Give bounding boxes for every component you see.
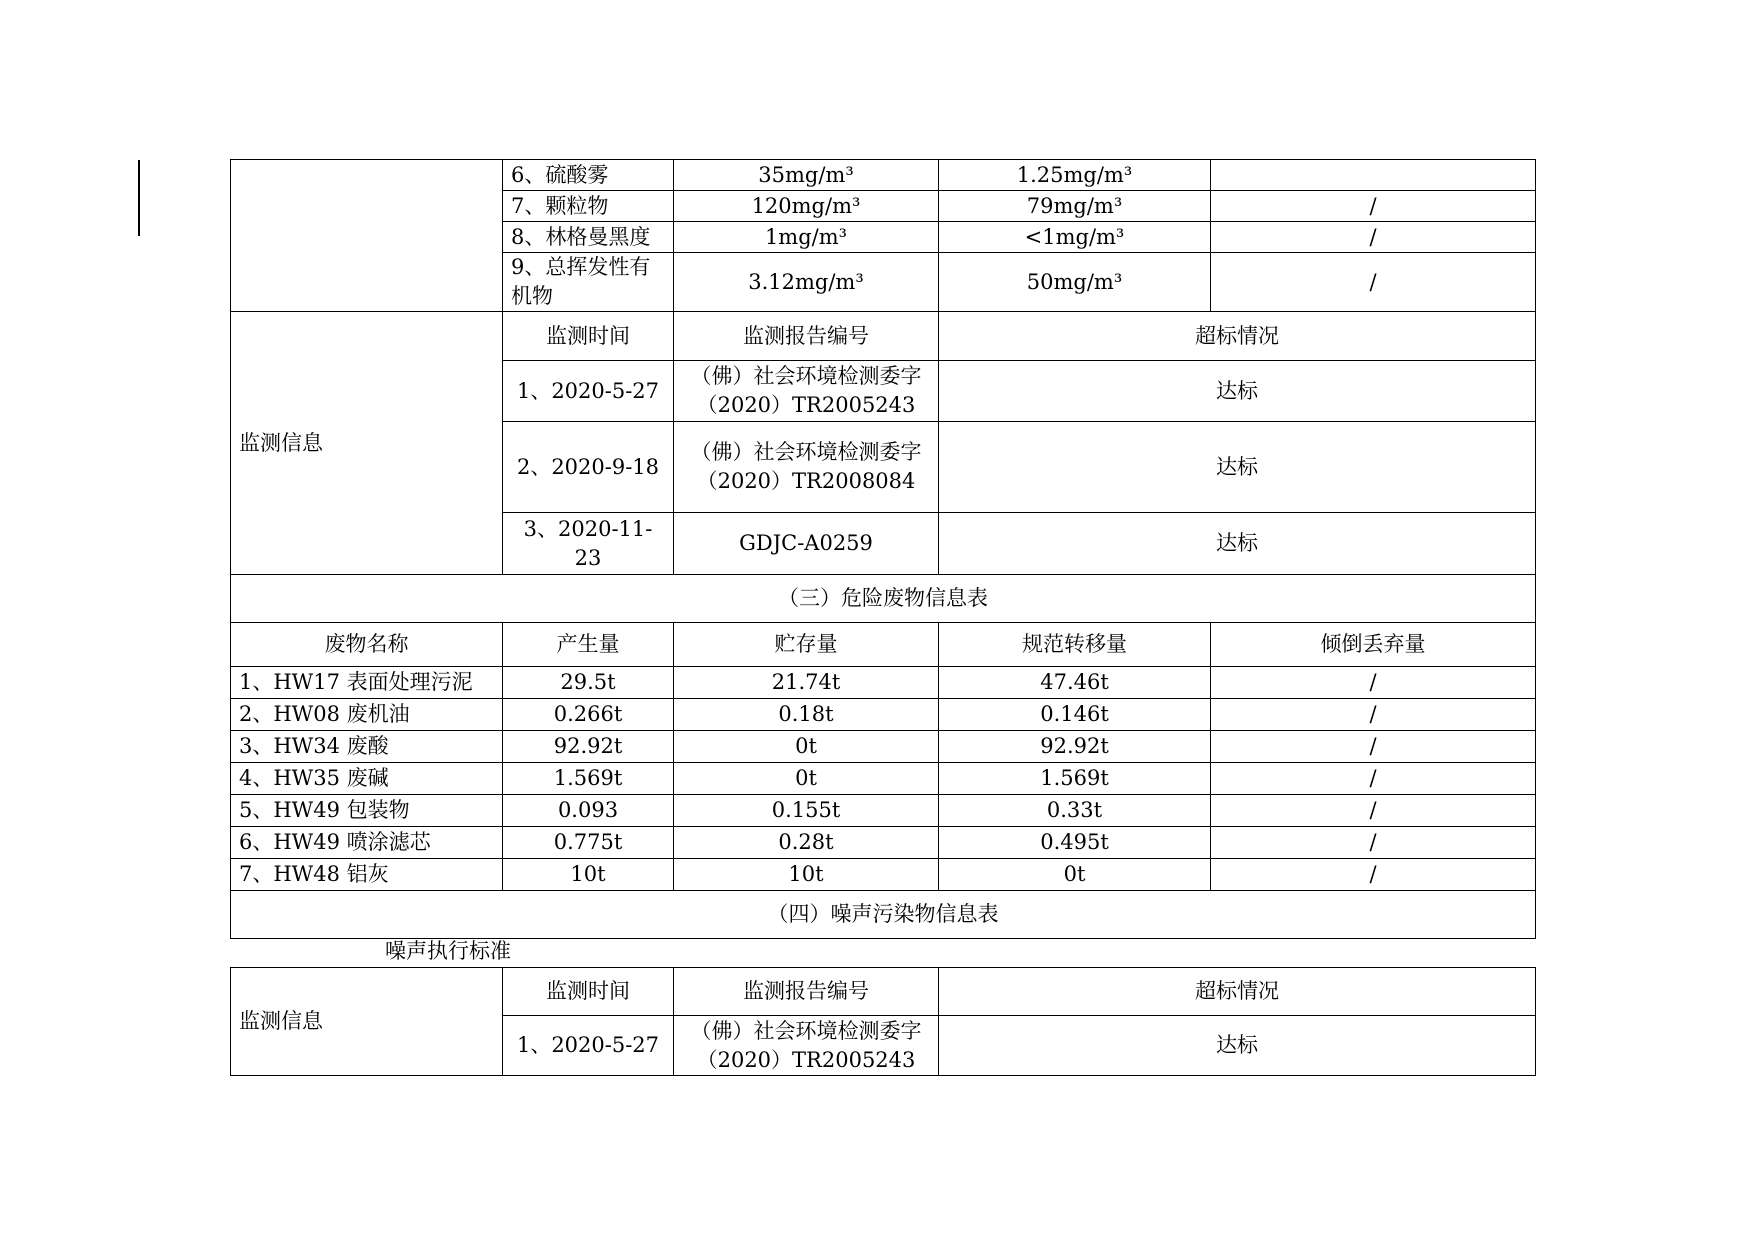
waste-row — [231, 731, 1536, 763]
pollutant-name: 8、林格曼黑度 — [503, 222, 674, 253]
waste-dumped: / — [1211, 667, 1536, 699]
noise-status: 达标 — [939, 1016, 1536, 1076]
waste-stored: 0t — [674, 763, 939, 795]
monitoring-status: 达标 — [939, 513, 1536, 575]
waste-transferred-header: 规范转移量 — [939, 623, 1211, 667]
waste-produced: 92.92t — [503, 731, 674, 763]
waste-dumped: / — [1211, 731, 1536, 763]
waste-dumped: / — [1211, 699, 1536, 731]
waste-dumped: / — [1211, 859, 1536, 891]
hazardous-title-row — [231, 575, 1536, 623]
main-table — [230, 159, 1536, 939]
waste-name: 4、HW35 废碱 — [231, 763, 503, 795]
waste-stored: 0.28t — [674, 827, 939, 859]
monitoring-report-header: 监测报告编号 — [674, 312, 939, 361]
waste-produced: 10t — [503, 859, 674, 891]
waste-stored: 21.74t — [674, 667, 939, 699]
waste-row — [231, 859, 1536, 891]
waste-name: 1、HW17 表面处理污泥 — [231, 667, 503, 699]
waste-row — [231, 827, 1536, 859]
pollutant-blank-cell — [231, 160, 503, 312]
waste-transferred: 0.33t — [939, 795, 1211, 827]
waste-row — [231, 795, 1536, 827]
waste-produced: 0.266t — [503, 699, 674, 731]
pollutant-name: 7、颗粒物 — [503, 191, 674, 222]
waste-stored: 0.155t — [674, 795, 939, 827]
waste-transferred: 47.46t — [939, 667, 1211, 699]
monitoring-status-header: 超标情况 — [939, 312, 1536, 361]
noise-title: （四）噪声污染物信息表 — [231, 891, 1536, 939]
monitoring-time: 1、2020-5-27 — [503, 361, 674, 422]
waste-stored: 0.18t — [674, 699, 939, 731]
waste-stored: 0t — [674, 731, 939, 763]
pollutant-limit: 120mg/m³ — [674, 191, 939, 222]
noise-standard-label: 噪声执行标准 — [385, 939, 511, 963]
waste-stored-header: 贮存量 — [674, 623, 939, 667]
waste-row — [231, 667, 1536, 699]
waste-transferred: 0t — [939, 859, 1211, 891]
waste-produced: 0.093 — [503, 795, 674, 827]
monitoring-time: 3、2020-11-23 — [503, 513, 674, 575]
waste-transferred: 0.495t — [939, 827, 1211, 859]
hazardous-header-row — [231, 623, 1536, 667]
pollutant-measured: 1.25mg/m³ — [939, 160, 1211, 191]
pollutant-measured: 79mg/m³ — [939, 191, 1211, 222]
waste-name: 7、HW48 铝灰 — [231, 859, 503, 891]
noise-monitoring-table — [230, 967, 1536, 1076]
waste-transferred: 92.92t — [939, 731, 1211, 763]
pollutant-limit: 3.12mg/m³ — [674, 253, 939, 312]
waste-name: 6、HW49 喷涂滤芯 — [231, 827, 503, 859]
noise-report-header: 监测报告编号 — [674, 968, 939, 1016]
hazardous-waste-title: （三）危险废物信息表 — [231, 575, 1536, 623]
monitoring-time: 2、2020-9-18 — [503, 422, 674, 513]
monitoring-report: （佛）社会环境检测委字（2020）TR2005243 — [674, 361, 939, 422]
waste-produced: 29.5t — [503, 667, 674, 699]
waste-row — [231, 699, 1536, 731]
monitoring-time-header: 监测时间 — [503, 312, 674, 361]
noise-report: （佛）社会环境检测委字（2020）TR2005243 — [674, 1016, 939, 1076]
waste-dumped: / — [1211, 795, 1536, 827]
pollutant-exceed — [1211, 160, 1536, 191]
waste-dumped-header: 倾倒丢弃量 — [1211, 623, 1536, 667]
waste-produced-header: 产生量 — [503, 623, 674, 667]
pollutant-row — [231, 160, 1536, 191]
pollutant-limit: 35mg/m³ — [674, 160, 939, 191]
monitoring-label: 监测信息 — [231, 312, 503, 575]
waste-stored: 10t — [674, 859, 939, 891]
pollutant-exceed: / — [1211, 222, 1536, 253]
noise-title-row — [231, 891, 1536, 939]
monitoring-report: GDJC-A0259 — [674, 513, 939, 575]
noise-monitoring-label: 监测信息 — [231, 968, 503, 1076]
monitoring-report: （佛）社会环境检测委字（2020）TR2008084 — [674, 422, 939, 513]
waste-name: 5、HW49 包装物 — [231, 795, 503, 827]
noise-time-header: 监测时间 — [503, 968, 674, 1016]
monitoring-status: 达标 — [939, 361, 1536, 422]
noise-header-row — [231, 968, 1536, 1016]
waste-name: 2、HW08 废机油 — [231, 699, 503, 731]
pollutant-limit: 1mg/m³ — [674, 222, 939, 253]
margin-line — [138, 160, 140, 236]
pollutant-exceed: / — [1211, 191, 1536, 222]
waste-transferred: 0.146t — [939, 699, 1211, 731]
waste-produced: 0.775t — [503, 827, 674, 859]
waste-transferred: 1.569t — [939, 763, 1211, 795]
waste-produced: 1.569t — [503, 763, 674, 795]
pollutant-measured: 50mg/m³ — [939, 253, 1211, 312]
waste-dumped: / — [1211, 763, 1536, 795]
waste-row — [231, 763, 1536, 795]
pollutant-exceed: / — [1211, 253, 1536, 312]
pollutant-name: 9、总挥发性有机物 — [503, 253, 674, 312]
noise-time: 1、2020-5-27 — [503, 1016, 674, 1076]
monitoring-header-row — [231, 312, 1536, 361]
monitoring-status: 达标 — [939, 422, 1536, 513]
waste-dumped: / — [1211, 827, 1536, 859]
pollutant-measured: <1mg/m³ — [939, 222, 1211, 253]
waste-name-header: 废物名称 — [231, 623, 503, 667]
noise-status-header: 超标情况 — [939, 968, 1536, 1016]
pollutant-name: 6、硫酸雾 — [503, 160, 674, 191]
waste-name: 3、HW34 废酸 — [231, 731, 503, 763]
